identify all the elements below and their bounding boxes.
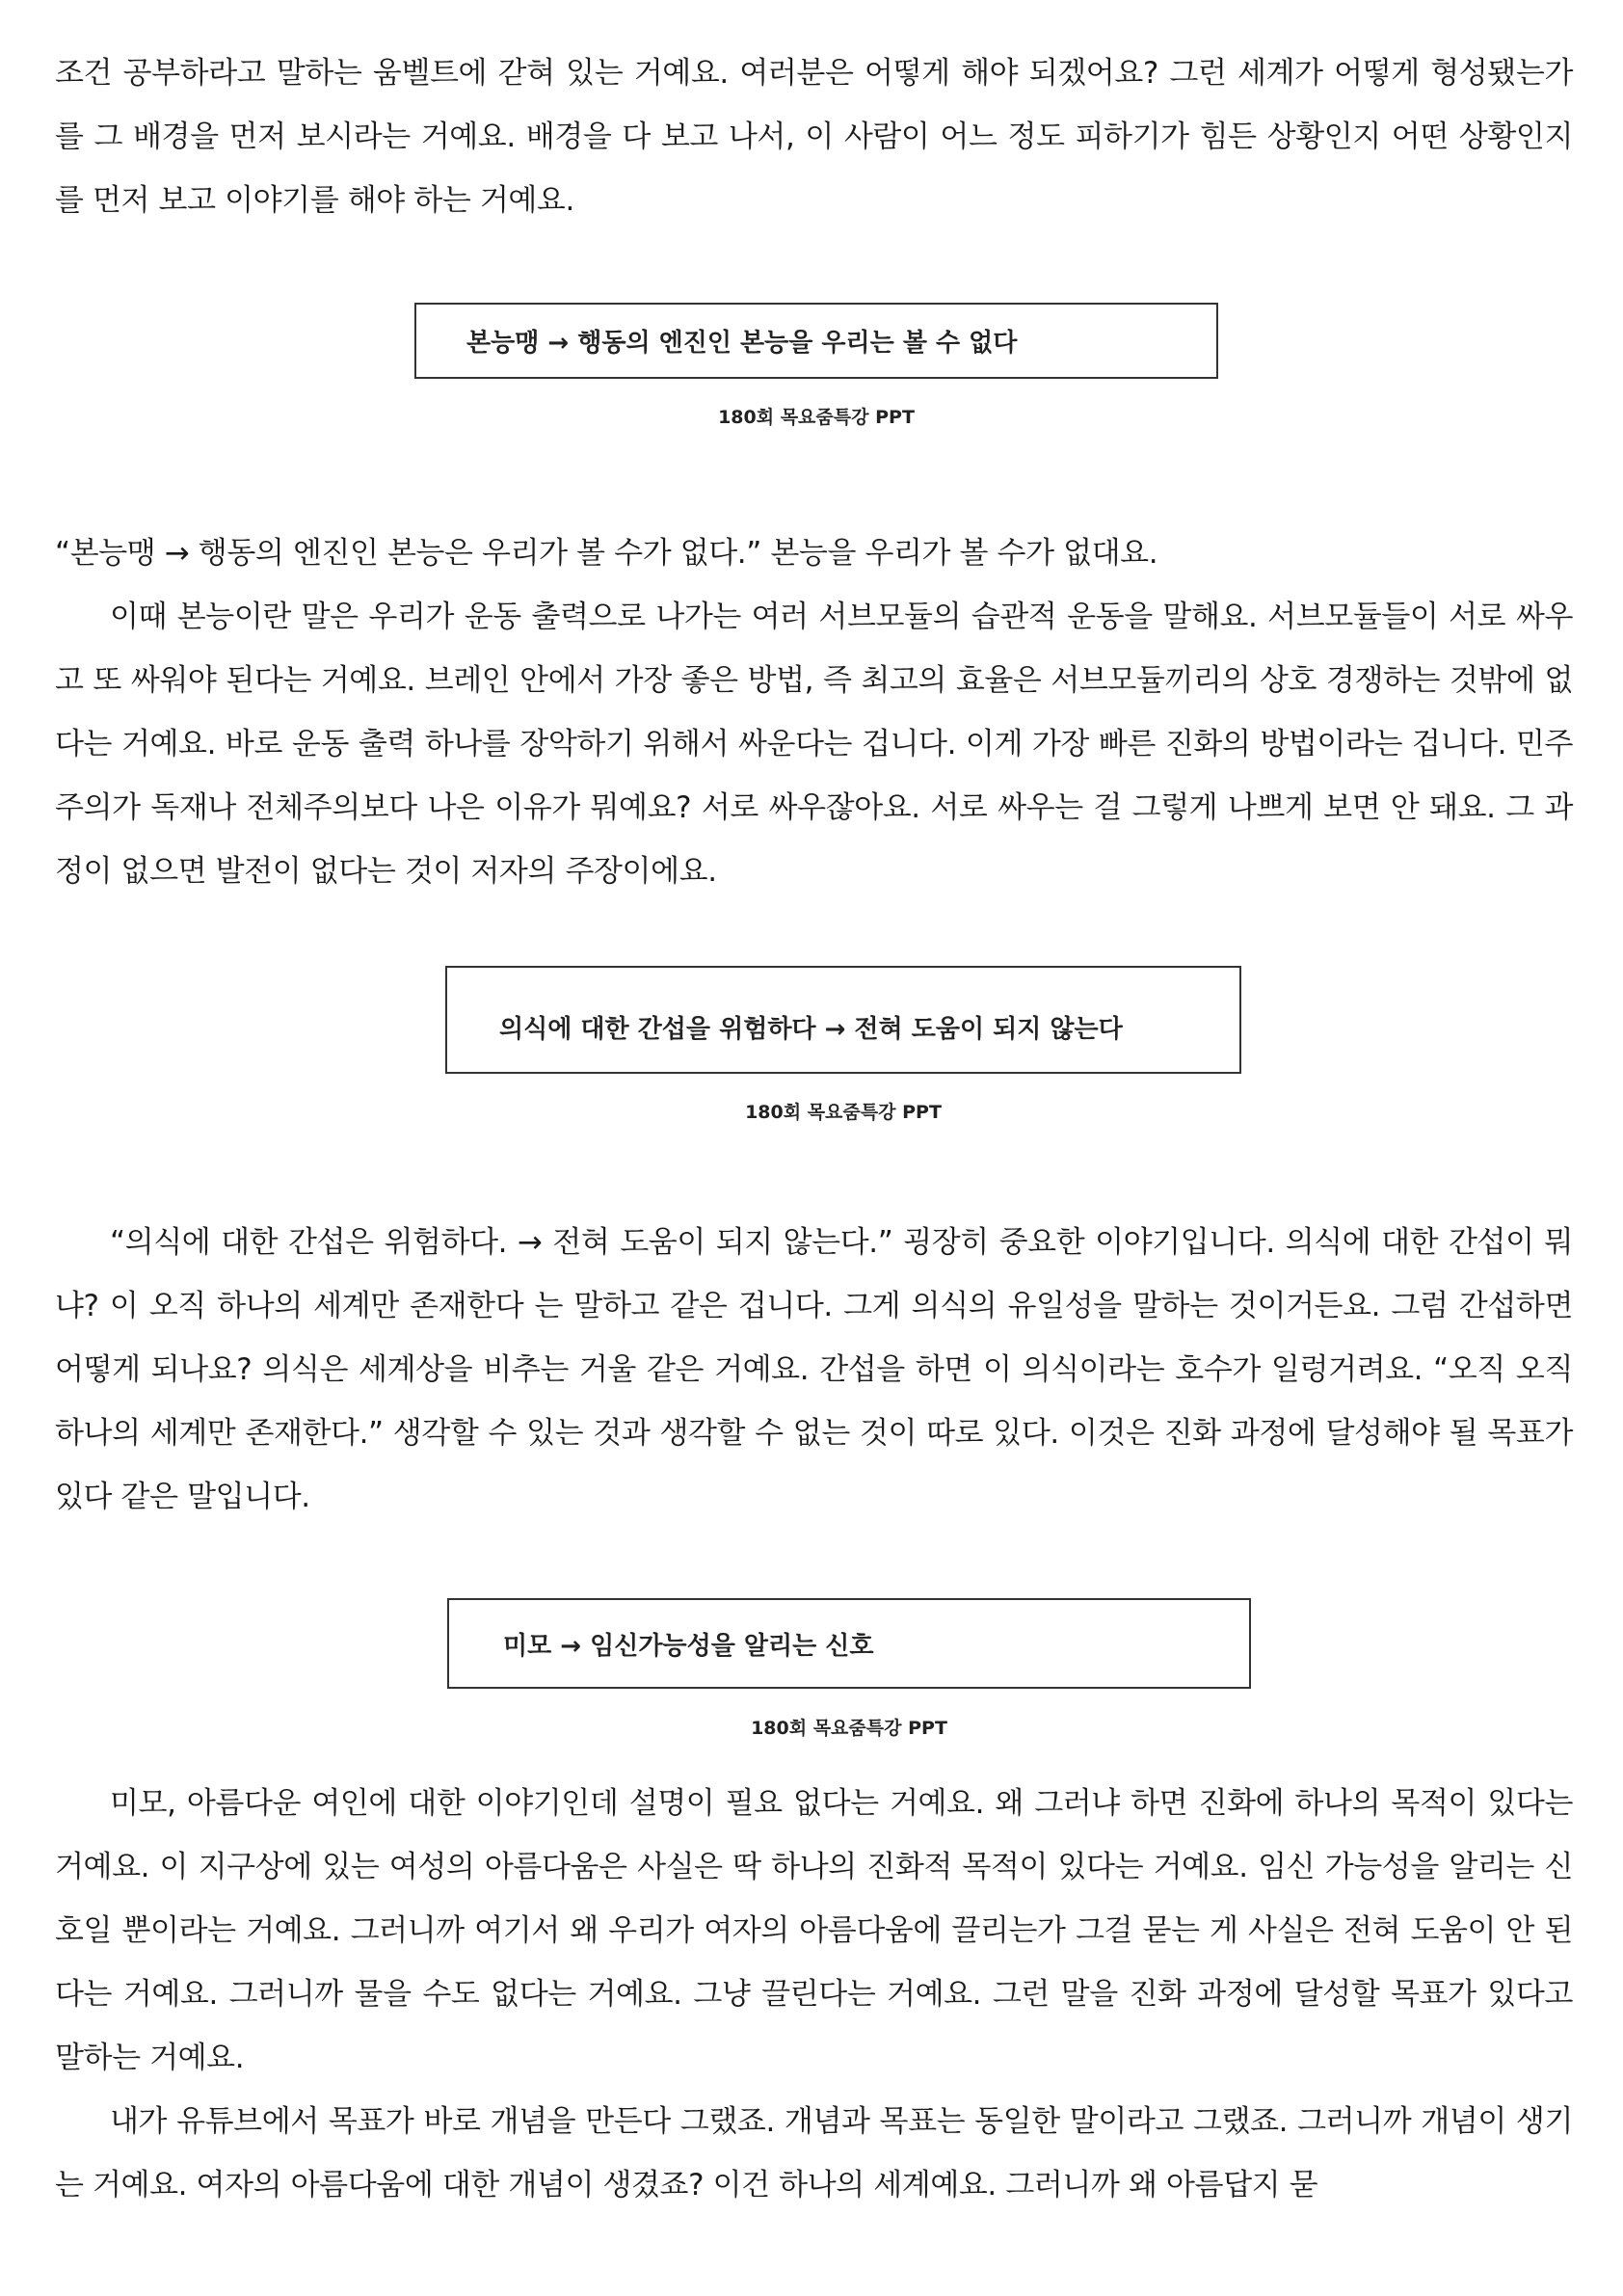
section3-text-block	[55, 1772, 1573, 2217]
body-paragraph: 내가 유튜브에서 목표가 바로 개념을 만든다 그랬죠. 개념과 목표는 동일한 말이라고 그랬죠. 그러니까 개념이 생기는 거예요. 여자의 아름다움에 대한 개념이 생겼죠? 이건 하나의 세계예요. 그러니까 왜 아름답지 묻	[55, 2104, 1573, 2203]
section1-text-block	[55, 521, 1573, 903]
slide-caption: 180회 목요줌특강 PPT	[718, 407, 915, 428]
body-paragraph: “의식에 대한 간섭은 위험하다. → 전혀 도움이 되지 않는다.” 굉장히 중요한 이야기입니다. 의식에 대한 간섭이 뭐냐? 이 오직 하나의 세계만 존재한다 는 말하고 같은 겁니다. 그게 의식의 유일성을 말하는 것이거든요. 그럼 간섭하면 어떻게 되나요? 의식은 세계상을 비추는 거울 같은 거예요. 간섭을 하면 이 의식이라는 호수가 일렁거려요. “오직 오직 하나의 세계만 존재한다.” 생각할 수 있는 것과 생각할 수 없는 것이 따로 있다. 이것은 진화 과정에 달성해야 될 목표가 있다 같은 말입니다.	[55, 1225, 1573, 1514]
slide-caption: 180회 목요줌특강 PPT	[751, 1718, 947, 1739]
section2-text-block	[55, 1211, 1573, 1529]
slide-text: 의식에 대한 간섭을 위험하다 → 전혀 도움이 되지 않는다	[499, 1014, 1123, 1044]
slide-image-consciousness-interference	[445, 966, 1241, 1074]
intro-paragraph: 조건 공부하라고 말하는 움벨트에 갇혀 있는 거예요. 여러분은 어떻게 해야 되겠어요? 그런 세계가 어떻게 형성됐는가를 그 배경을 먼저 보시라는 거예요. 배경을 다 보고 나서, 이 사람이 어느 정도 피하기가 힘든 상황인지 어떤 상황인지를 먼저 보고 이야기를 해야 하는 거예요.	[55, 56, 1573, 218]
quote-paragraph: “본능맹 → 행동의 엔진인 본능은 우리가 볼 수가 없다.” 본능을 우리가 볼 수가 없대요.	[55, 536, 1158, 571]
body-paragraph: 이때 본능이란 말은 우리가 운동 출력으로 나가는 여러 서브모듈의 습관적 운동을 말해요. 서브모듈들이 서로 싸우고 또 싸워야 된다는 거예요. 브레인 안에서 가장 좋은 방법, 즉 최고의 효율은 서브모듈끼리의 상호 경쟁하는 것밖에 없다는 거예요. 바로 운동 출력 하나를 장악하기 위해서 싸운다는 겁니다. 이게 가장 빠른 진화의 방법이라는 겁니다. 민주주의가 독재나 전체주의보다 나은 이유가 뭐예요? 서로 싸우잖아요. 서로 싸우는 걸 그렇게 나쁘게 보면 안 돼요. 그 과정이 없으면 발전이 없다는 것이 저자의 주장이에요.	[55, 600, 1573, 889]
slide-text: 미모 → 임신가능성을 알리는 신호	[503, 1631, 874, 1661]
intro-text-block	[55, 41, 1573, 232]
slide-image-instinct-blindness	[414, 303, 1218, 379]
slide-image-beauty-signal	[447, 1598, 1251, 1689]
body-paragraph: 미모, 아름다운 여인에 대한 이야기인데 설명이 필요 없다는 거예요. 왜 그러냐 하면 진화에 하나의 목적이 있다는 거예요. 이 지구상에 있는 여성의 아름다움은 사실은 딱 하나의 진화적 목적이 있다는 거예요. 임신 가능성을 알리는 신호일 뿐이라는 거예요. 그러니까 여기서 왜 우리가 여자의 아름다움에 끌리는가 그걸 묻는 게 사실은 전혀 도움이 안 된다는 거예요. 그러니까 물을 수도 없다는 거예요. 그냥 끌린다는 거예요. 그런 말을 진화 과정에 달성할 목표가 있다고 말하는 거예요.	[55, 1786, 1573, 2075]
slide-caption: 180회 목요줌특강 PPT	[745, 1102, 942, 1123]
slide-text: 본능맹 → 행동의 엔진인 본능을 우리는 볼 수 없다	[466, 329, 1018, 358]
